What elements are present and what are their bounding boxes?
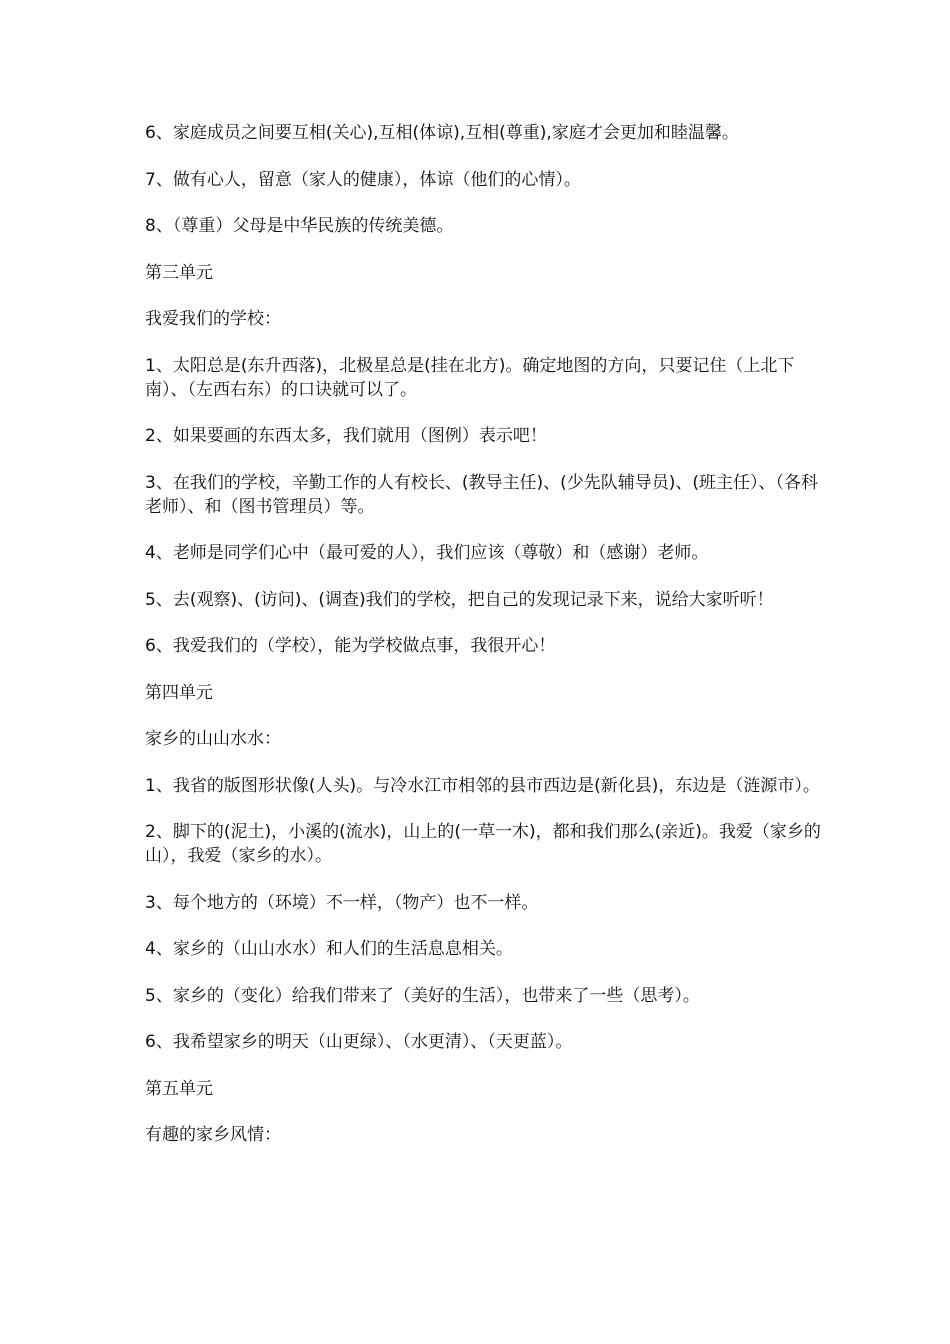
unit-4-subtitle: 家乡的山山水水： (145, 729, 281, 749)
unit-4-heading: 第四单元 (145, 682, 213, 703)
unit-3-item-5: 5、去(观察)、(访问)、(调查)我们的学校，把自己的发现记录下来，说给大家听听！ (145, 589, 774, 610)
unit-4-item-4: 4、家乡的（山山水水）和人们的生活息息相关。 (145, 939, 513, 959)
unit-4-item-3: 3、每个地方的（环境）不一样，（物产）也不一样。 (145, 892, 539, 913)
item-8-respect-parents: 8、（尊重）父母是中华民族的传统美德。 (145, 216, 454, 236)
unit-3-item-6: 6、我爱我们的（学校），能为学校做点事，我很开心！ (145, 636, 556, 656)
unit-4-item-2: 2、脚下的(泥土)，小溪的(流水)，山上的(一草一木)，都和我们那么(亲近)。我爱（家乡的山），我爱（家乡的水）。 (145, 822, 821, 866)
unit-3-item-3: 3、在我们的学校，辛勤工作的人有校长、(教导主任)、(少先队辅导员)、(班主任）、（各科老师）、和（图书管理员）等。 (145, 472, 818, 517)
unit-3-item-1: 1、太阳总是(东升西落)，北极星总是(挂在北方)。确定地图的方向，只要记住（上北下南）、（左西右东）的口诀就可以了。 (145, 355, 795, 400)
item-7-be-attentive: 7、做有心人，留意（家人的健康），体谅（他们的心情）。 (145, 169, 581, 190)
unit-5-heading: 第五单元 (145, 1078, 213, 1099)
unit-4-item-5: 5、家乡的（变化）给我们带来了（美好的生活），也带来了一些（思考）。 (145, 985, 700, 1006)
unit-3-item-2: 2、如果要画的东西太多，我们就用（图例）表示吧！ (145, 426, 547, 446)
unit-3-heading: 第三单元 (145, 262, 213, 283)
document-body (145, 121, 825, 1147)
unit-3-item-4: 4、老师是同学们心中（最可爱的人），我们应该（尊敬）和（感谢）老师。 (145, 543, 709, 563)
unit-4-item-6: 6、我希望家乡的明天（山更绿）、（水更清）、（天更蓝）。 (145, 1032, 573, 1052)
unit-4-item-1: 1、我省的版图形状像(人头)。与冷水江市相邻的县市西边是(新化县)，东边是（涟源市）。 (145, 775, 820, 796)
unit-3-subtitle: 我爱我们的学校： (145, 309, 281, 329)
unit-5-subtitle: 有趣的家乡风情： (145, 1125, 281, 1145)
item-6-family-members: 6、家庭成员之间要互相(关心),互相(体谅),互相(尊重),家庭才会更加和睦温馨。 (145, 123, 739, 143)
